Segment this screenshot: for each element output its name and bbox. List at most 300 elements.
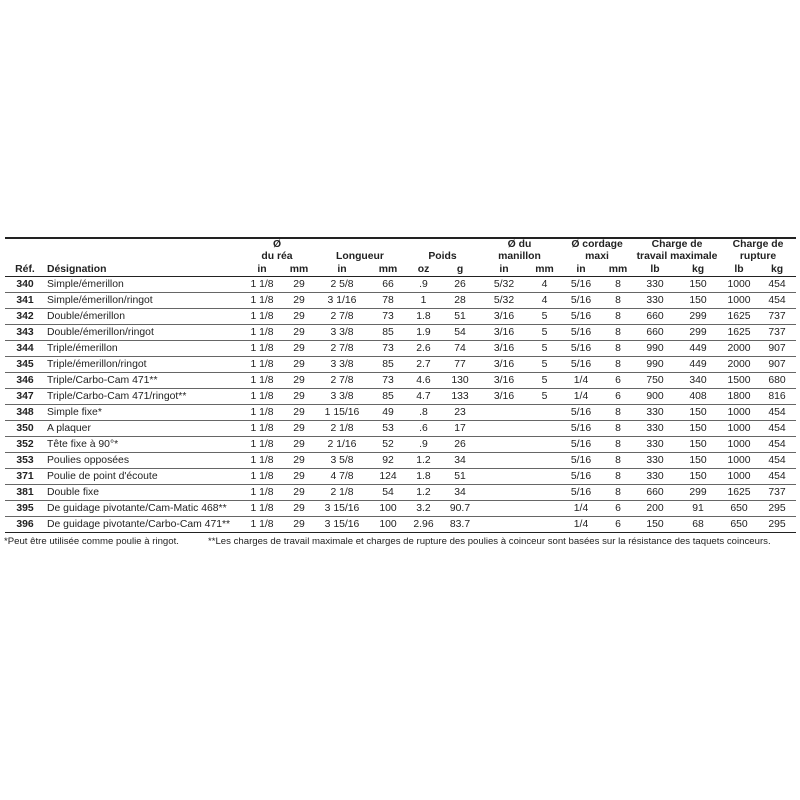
cell-travail-kg: 340 [676, 373, 720, 389]
cell-longueur-in: 2 5/8 [314, 277, 370, 293]
cell-cordage-mm: 8 [602, 405, 634, 421]
cell-poids-g: 34 [441, 453, 479, 469]
table-row [5, 437, 796, 453]
cell-longueur-mm: 66 [370, 277, 406, 293]
cell-rea-in: 1 1/8 [240, 485, 284, 501]
cell-rupture-lb: 1625 [720, 325, 758, 341]
cell-travail-kg: 150 [676, 405, 720, 421]
unit-poids-oz: oz [406, 263, 441, 277]
table-row [5, 341, 796, 357]
table-row [5, 405, 796, 421]
cell-manillon-mm [529, 469, 560, 485]
cell-longueur-in: 3 3/8 [314, 325, 370, 341]
cell-longueur-in: 4 7/8 [314, 469, 370, 485]
cell-longueur-mm: 73 [370, 373, 406, 389]
cell-designation: Simple/émerillon [45, 277, 240, 293]
cell-longueur-mm: 85 [370, 357, 406, 373]
cell-rupture-lb: 1500 [720, 373, 758, 389]
unit-cordage-mm: mm [602, 263, 634, 277]
unit-manillon-in: in [479, 263, 529, 277]
cell-travail-kg: 150 [676, 453, 720, 469]
cell-cordage-in: 5/16 [560, 453, 602, 469]
header-ref: Réf. [5, 263, 45, 277]
cell-rupture-kg: 454 [758, 277, 796, 293]
cell-manillon-in: 5/32 [479, 293, 529, 309]
cell-travail-kg: 408 [676, 389, 720, 405]
table-row [5, 325, 796, 341]
footnote-ringot: *Peut être utilisée comme poulie à ringot. [4, 536, 179, 547]
cell-rupture-kg: 737 [758, 325, 796, 341]
cell-manillon-in [479, 405, 529, 421]
cell-manillon-mm: 5 [529, 325, 560, 341]
cell-rupture-lb: 1625 [720, 485, 758, 501]
cell-cordage-mm: 6 [602, 517, 634, 533]
cell-rupture-lb: 1800 [720, 389, 758, 405]
cell-manillon-in [479, 501, 529, 517]
cell-poids-oz: 1.8 [406, 309, 441, 325]
table-row [5, 293, 796, 309]
cell-ref: 352 [5, 437, 45, 453]
cell-manillon-mm [529, 485, 560, 501]
unit-manillon-mm: mm [529, 263, 560, 277]
cell-travail-lb: 990 [634, 357, 676, 373]
cell-rea-mm: 29 [284, 357, 314, 373]
cell-rea-mm: 29 [284, 373, 314, 389]
cell-travail-lb: 150 [634, 517, 676, 533]
cell-poids-g: 26 [441, 277, 479, 293]
cell-rea-mm: 29 [284, 293, 314, 309]
cell-rupture-lb: 1000 [720, 293, 758, 309]
cell-manillon-mm [529, 421, 560, 437]
cell-rea-mm: 29 [284, 485, 314, 501]
cell-ref: 340 [5, 277, 45, 293]
cell-rupture-kg: 454 [758, 421, 796, 437]
cell-longueur-in: 2 7/8 [314, 341, 370, 357]
header-poids: Poids [428, 251, 457, 262]
cell-ref: 348 [5, 405, 45, 421]
cell-poids-g: 133 [441, 389, 479, 405]
cell-rea-in: 1 1/8 [240, 357, 284, 373]
cell-manillon-in: 3/16 [479, 373, 529, 389]
cell-ref: 344 [5, 341, 45, 357]
table-header [5, 238, 796, 277]
cell-manillon-in: 3/16 [479, 325, 529, 341]
cell-longueur-mm: 73 [370, 341, 406, 357]
cell-designation: Double/émerillon/ringot [45, 325, 240, 341]
cell-rupture-lb: 650 [720, 501, 758, 517]
cell-travail-lb: 330 [634, 469, 676, 485]
cell-rea-in: 1 1/8 [240, 389, 284, 405]
cell-cordage-in: 1/4 [560, 501, 602, 517]
cell-rupture-kg: 737 [758, 309, 796, 325]
cell-designation: Triple/Carbo-Cam 471/ringot** [45, 389, 240, 405]
cell-travail-lb: 900 [634, 389, 676, 405]
cell-manillon-in [479, 517, 529, 533]
cell-longueur-mm: 85 [370, 325, 406, 341]
header-rea-label: du réa [261, 251, 293, 262]
table-row [5, 357, 796, 373]
cell-manillon-mm [529, 517, 560, 533]
cell-cordage-in: 5/16 [560, 485, 602, 501]
cell-cordage-in: 5/16 [560, 341, 602, 357]
table-row [5, 421, 796, 437]
cell-manillon-mm [529, 405, 560, 421]
cell-longueur-in: 3 5/8 [314, 453, 370, 469]
cell-manillon-mm [529, 437, 560, 453]
cell-poids-oz: 4.6 [406, 373, 441, 389]
cell-designation: De guidage pivotante/Cam-Matic 468** [45, 501, 240, 517]
cell-poids-g: 77 [441, 357, 479, 373]
cell-longueur-mm: 53 [370, 421, 406, 437]
unit-rea-in: in [240, 263, 284, 277]
cell-cordage-in: 5/16 [560, 421, 602, 437]
cell-longueur-in: 3 3/8 [314, 357, 370, 373]
cell-designation: Simple/émerillon/ringot [45, 293, 240, 309]
cell-poids-g: 51 [441, 469, 479, 485]
cell-cordage-mm: 8 [602, 437, 634, 453]
cell-longueur-mm: 54 [370, 485, 406, 501]
cell-rupture-kg: 680 [758, 373, 796, 389]
cell-poids-g: 28 [441, 293, 479, 309]
cell-rea-mm: 29 [284, 437, 314, 453]
cell-cordage-mm: 6 [602, 501, 634, 517]
cell-poids-g: 54 [441, 325, 479, 341]
cell-cordage-in: 5/16 [560, 309, 602, 325]
cell-rupture-kg: 454 [758, 453, 796, 469]
cell-rea-mm: 29 [284, 453, 314, 469]
unit-travail-lb: lb [634, 263, 676, 277]
cell-cordage-mm: 8 [602, 325, 634, 341]
cell-rea-in: 1 1/8 [240, 373, 284, 389]
header-manillon-line2: manillon [498, 251, 541, 262]
cell-manillon-in [479, 421, 529, 437]
cell-manillon-in: 5/32 [479, 277, 529, 293]
cell-cordage-in: 1/4 [560, 389, 602, 405]
cell-designation: Double/émerillon [45, 309, 240, 325]
cell-rea-in: 1 1/8 [240, 437, 284, 453]
cell-travail-lb: 330 [634, 277, 676, 293]
cell-poids-oz: 3.2 [406, 501, 441, 517]
cell-designation: Poulie de point d'écoute [45, 469, 240, 485]
cell-rupture-kg: 907 [758, 341, 796, 357]
cell-poids-g: 34 [441, 485, 479, 501]
cell-poids-oz: 1.2 [406, 485, 441, 501]
cell-ref: 371 [5, 469, 45, 485]
cell-longueur-mm: 52 [370, 437, 406, 453]
cell-poids-oz: 1.9 [406, 325, 441, 341]
table-row [5, 501, 796, 517]
cell-ref: 347 [5, 389, 45, 405]
cell-manillon-mm: 4 [529, 293, 560, 309]
cell-cordage-mm: 8 [602, 469, 634, 485]
cell-travail-lb: 660 [634, 325, 676, 341]
cell-rupture-kg: 907 [758, 357, 796, 373]
unit-longueur-mm: mm [370, 263, 406, 277]
cell-travail-kg: 449 [676, 341, 720, 357]
cell-travail-lb: 200 [634, 501, 676, 517]
header-cordage-line2: maxi [585, 251, 609, 262]
cell-rupture-kg: 454 [758, 437, 796, 453]
cell-travail-kg: 91 [676, 501, 720, 517]
cell-longueur-in: 2 7/8 [314, 373, 370, 389]
cell-rupture-kg: 295 [758, 501, 796, 517]
cell-cordage-mm: 6 [602, 373, 634, 389]
cell-rea-mm: 29 [284, 517, 314, 533]
cell-rea-in: 1 1/8 [240, 341, 284, 357]
cell-poids-oz: .8 [406, 405, 441, 421]
cell-longueur-mm: 100 [370, 517, 406, 533]
cell-designation: Simple fixe* [45, 405, 240, 421]
cell-rupture-lb: 650 [720, 517, 758, 533]
unit-cordage-in: in [560, 263, 602, 277]
table-row [5, 373, 796, 389]
table-row [5, 277, 796, 293]
cell-poids-oz: 1.8 [406, 469, 441, 485]
cell-poids-g: 90.7 [441, 501, 479, 517]
cell-longueur-in: 2 7/8 [314, 309, 370, 325]
cell-manillon-mm: 4 [529, 277, 560, 293]
cell-travail-lb: 330 [634, 421, 676, 437]
cell-longueur-in: 3 15/16 [314, 517, 370, 533]
cell-ref: 353 [5, 453, 45, 469]
cell-rupture-kg: 454 [758, 405, 796, 421]
cell-rupture-kg: 737 [758, 485, 796, 501]
cell-rea-in: 1 1/8 [240, 277, 284, 293]
cell-manillon-in [479, 453, 529, 469]
cell-designation: Double fixe [45, 485, 240, 501]
table-body [5, 277, 796, 533]
cell-poids-g: 130 [441, 373, 479, 389]
cell-rupture-lb: 1000 [720, 277, 758, 293]
cell-travail-lb: 660 [634, 309, 676, 325]
cell-rupture-lb: 2000 [720, 357, 758, 373]
cell-ref: 342 [5, 309, 45, 325]
cell-longueur-in: 1 15/16 [314, 405, 370, 421]
cell-longueur-in: 3 3/8 [314, 389, 370, 405]
cell-designation: Poulies opposées [45, 453, 240, 469]
header-manillon-line1: Ø du [507, 239, 532, 250]
cell-cordage-in: 5/16 [560, 437, 602, 453]
cell-rea-in: 1 1/8 [240, 501, 284, 517]
cell-cordage-in: 5/16 [560, 469, 602, 485]
cell-rea-mm: 29 [284, 389, 314, 405]
cell-travail-kg: 150 [676, 293, 720, 309]
cell-rea-mm: 29 [284, 341, 314, 357]
cell-manillon-mm: 5 [529, 389, 560, 405]
cell-rupture-lb: 1000 [720, 437, 758, 453]
cell-rea-mm: 29 [284, 309, 314, 325]
cell-ref: 395 [5, 501, 45, 517]
cell-rupture-lb: 1000 [720, 421, 758, 437]
cell-longueur-mm: 73 [370, 309, 406, 325]
cell-poids-oz: 2.6 [406, 341, 441, 357]
cell-rea-in: 1 1/8 [240, 405, 284, 421]
cell-longueur-mm: 85 [370, 389, 406, 405]
cell-rupture-lb: 1000 [720, 405, 758, 421]
header-travail-line2: travail maximale [636, 251, 718, 262]
table-row [5, 453, 796, 469]
cell-rupture-kg: 295 [758, 517, 796, 533]
cell-manillon-mm: 5 [529, 357, 560, 373]
unit-rupture-lb: lb [720, 263, 758, 277]
cell-cordage-mm: 6 [602, 389, 634, 405]
cell-poids-oz: .6 [406, 421, 441, 437]
cell-longueur-in: 2 1/8 [314, 421, 370, 437]
cell-travail-lb: 990 [634, 341, 676, 357]
header-cordage-line1: Ø cordage [571, 239, 623, 250]
cell-cordage-in: 1/4 [560, 517, 602, 533]
cell-designation: Tête fixe à 90°* [45, 437, 240, 453]
cell-travail-lb: 330 [634, 453, 676, 469]
unit-travail-kg: kg [676, 263, 720, 277]
header-designation: Désignation [45, 263, 240, 277]
cell-longueur-mm: 100 [370, 501, 406, 517]
cell-manillon-mm [529, 453, 560, 469]
cell-cordage-mm: 8 [602, 357, 634, 373]
cell-rea-mm: 29 [284, 501, 314, 517]
cell-manillon-mm: 5 [529, 309, 560, 325]
cell-travail-kg: 299 [676, 485, 720, 501]
cell-cordage-mm: 8 [602, 309, 634, 325]
footnote-coinceur: **Les charges de travail maximale et charges de rupture des poulies à coinceur sont basées sur la résistance des taquets coinceurs. [208, 536, 771, 547]
cell-rea-in: 1 1/8 [240, 453, 284, 469]
cell-rea-in: 1 1/8 [240, 309, 284, 325]
cell-travail-kg: 150 [676, 277, 720, 293]
cell-travail-lb: 330 [634, 293, 676, 309]
cell-cordage-mm: 8 [602, 453, 634, 469]
cell-rea-mm: 29 [284, 405, 314, 421]
cell-poids-oz: 2.96 [406, 517, 441, 533]
cell-poids-oz: 4.7 [406, 389, 441, 405]
cell-rupture-kg: 454 [758, 293, 796, 309]
cell-ref: 343 [5, 325, 45, 341]
cell-designation: Triple/émerillon [45, 341, 240, 357]
cell-longueur-in: 2 1/8 [314, 485, 370, 501]
cell-rea-in: 1 1/8 [240, 421, 284, 437]
header-rea-symbol: Ø [272, 239, 282, 250]
cell-poids-oz: 1.2 [406, 453, 441, 469]
cell-cordage-in: 5/16 [560, 357, 602, 373]
cell-travail-lb: 330 [634, 405, 676, 421]
footnotes [5, 536, 796, 548]
cell-manillon-in [479, 469, 529, 485]
cell-rea-mm: 29 [284, 421, 314, 437]
cell-longueur-mm: 92 [370, 453, 406, 469]
header-longueur: Longueur [336, 251, 384, 262]
header-rupture-line2: rupture [739, 251, 777, 262]
cell-rea-in: 1 1/8 [240, 325, 284, 341]
cell-cordage-mm: 8 [602, 341, 634, 357]
cell-rupture-lb: 1625 [720, 309, 758, 325]
cell-travail-kg: 299 [676, 325, 720, 341]
cell-rea-mm: 29 [284, 469, 314, 485]
cell-cordage-mm: 8 [602, 277, 634, 293]
specifications-sheet [5, 237, 796, 548]
cell-rea-in: 1 1/8 [240, 469, 284, 485]
cell-cordage-mm: 8 [602, 293, 634, 309]
table-row [5, 309, 796, 325]
cell-longueur-mm: 124 [370, 469, 406, 485]
cell-cordage-in: 5/16 [560, 277, 602, 293]
header-travail-line1: Charge de [651, 239, 703, 250]
cell-longueur-mm: 78 [370, 293, 406, 309]
cell-cordage-in: 5/16 [560, 293, 602, 309]
cell-rea-in: 1 1/8 [240, 293, 284, 309]
cell-manillon-in [479, 485, 529, 501]
cell-travail-kg: 449 [676, 357, 720, 373]
header-rupture-line1: Charge de [732, 239, 784, 250]
pulley-specifications-table [5, 237, 796, 533]
cell-manillon-in: 3/16 [479, 389, 529, 405]
cell-manillon-mm: 5 [529, 341, 560, 357]
cell-cordage-mm: 8 [602, 485, 634, 501]
cell-designation: A plaquer [45, 421, 240, 437]
cell-ref: 346 [5, 373, 45, 389]
cell-designation: Triple/émerillon/ringot [45, 357, 240, 373]
cell-longueur-in: 2 1/16 [314, 437, 370, 453]
unit-rea-mm: mm [284, 263, 314, 277]
table-row [5, 469, 796, 485]
cell-poids-oz: 1 [406, 293, 441, 309]
cell-ref: 341 [5, 293, 45, 309]
cell-rea-mm: 29 [284, 277, 314, 293]
cell-ref: 381 [5, 485, 45, 501]
cell-designation: De guidage pivotante/Carbo-Cam 471** [45, 517, 240, 533]
cell-rupture-kg: 816 [758, 389, 796, 405]
cell-manillon-mm: 5 [529, 373, 560, 389]
cell-longueur-in: 3 15/16 [314, 501, 370, 517]
unit-rupture-kg: kg [758, 263, 796, 277]
cell-poids-oz: .9 [406, 277, 441, 293]
cell-manillon-in: 3/16 [479, 357, 529, 373]
cell-rupture-lb: 1000 [720, 469, 758, 485]
cell-travail-kg: 150 [676, 421, 720, 437]
table-row [5, 389, 796, 405]
cell-designation: Triple/Carbo-Cam 471** [45, 373, 240, 389]
cell-travail-kg: 150 [676, 469, 720, 485]
cell-manillon-mm [529, 501, 560, 517]
cell-rupture-lb: 1000 [720, 453, 758, 469]
cell-poids-g: 17 [441, 421, 479, 437]
cell-cordage-in: 1/4 [560, 373, 602, 389]
cell-longueur-in: 3 1/16 [314, 293, 370, 309]
cell-travail-kg: 68 [676, 517, 720, 533]
table-row [5, 485, 796, 501]
table-row [5, 517, 796, 533]
cell-poids-g: 74 [441, 341, 479, 357]
cell-poids-g: 83.7 [441, 517, 479, 533]
cell-rea-mm: 29 [284, 325, 314, 341]
unit-longueur-in: in [314, 263, 370, 277]
cell-cordage-in: 5/16 [560, 405, 602, 421]
cell-manillon-in [479, 437, 529, 453]
cell-travail-lb: 750 [634, 373, 676, 389]
cell-poids-g: 51 [441, 309, 479, 325]
cell-manillon-in: 3/16 [479, 341, 529, 357]
cell-travail-kg: 299 [676, 309, 720, 325]
cell-cordage-in: 5/16 [560, 325, 602, 341]
cell-poids-oz: .9 [406, 437, 441, 453]
cell-rupture-lb: 2000 [720, 341, 758, 357]
cell-travail-lb: 660 [634, 485, 676, 501]
cell-poids-g: 23 [441, 405, 479, 421]
cell-ref: 350 [5, 421, 45, 437]
cell-ref: 345 [5, 357, 45, 373]
cell-poids-oz: 2.7 [406, 357, 441, 373]
cell-rupture-kg: 454 [758, 469, 796, 485]
cell-rea-in: 1 1/8 [240, 517, 284, 533]
cell-poids-g: 26 [441, 437, 479, 453]
